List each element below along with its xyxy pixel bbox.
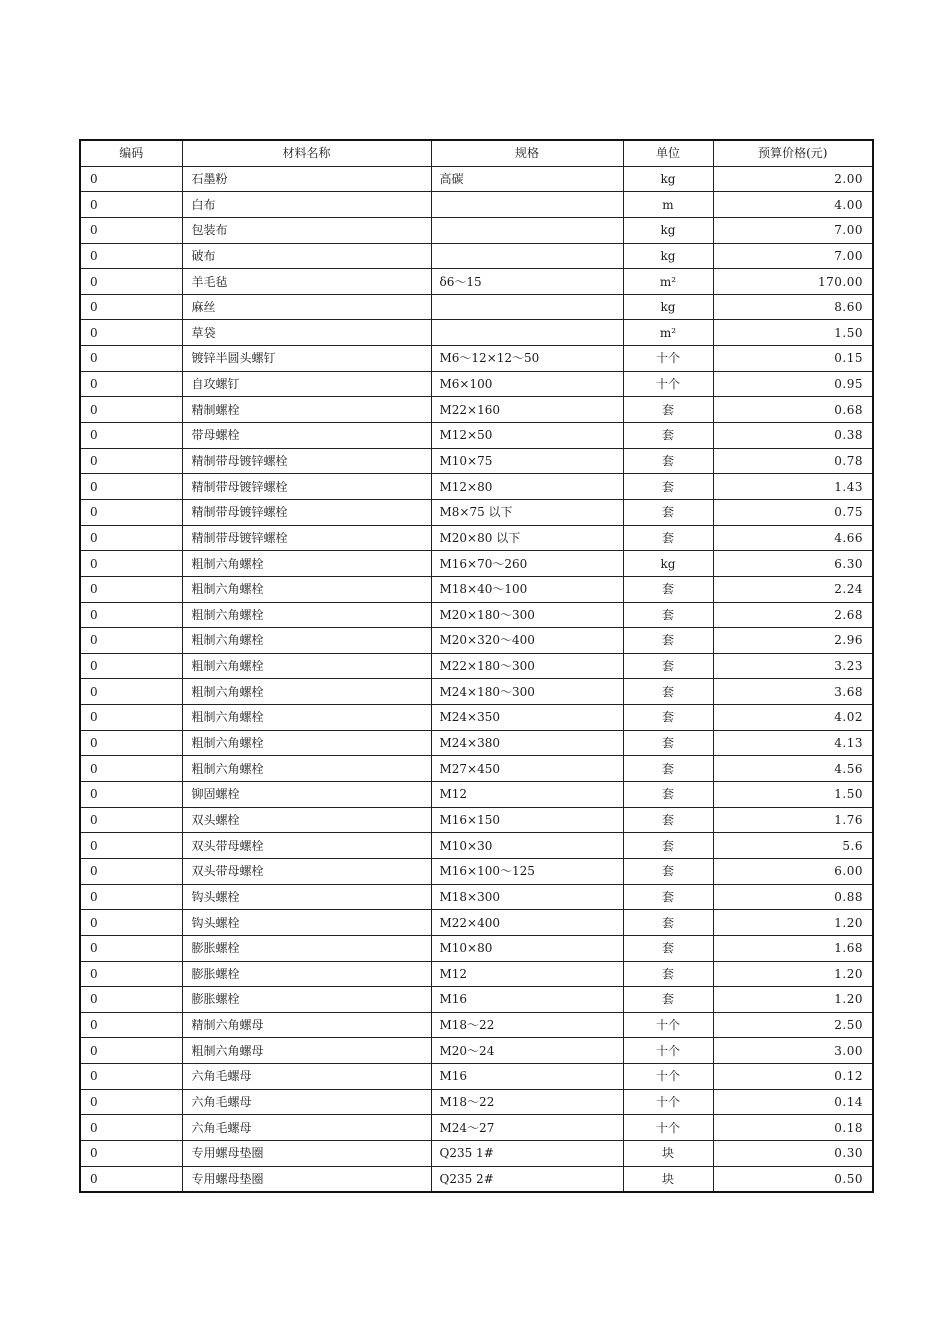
cell-unit: 十个 [623, 1038, 713, 1064]
cell-specification: M24×180～300 [431, 679, 623, 705]
cell-unit: 套 [623, 730, 713, 756]
cell-budget-price: 0.88 [713, 884, 873, 910]
cell-unit: 块 [623, 1140, 713, 1166]
cell-budget-price: 2.00 [713, 166, 873, 192]
cell-budget-price: 0.68 [713, 397, 873, 423]
cell-specification: M10×30 [431, 833, 623, 859]
cell-specification: M12×80 [431, 474, 623, 500]
cell-budget-price: 0.75 [713, 499, 873, 525]
cell-budget-price: 4.13 [713, 730, 873, 756]
cell-material-name: 膨胀螺栓 [182, 961, 431, 987]
cell-budget-price: 2.96 [713, 628, 873, 654]
cell-specification: M16 [431, 1064, 623, 1090]
cell-code: 0 [80, 243, 182, 269]
cell-material-name: 粗制六角螺栓 [182, 679, 431, 705]
table-row [80, 217, 873, 243]
cell-unit: 套 [623, 602, 713, 628]
cell-material-name: 包装布 [182, 217, 431, 243]
cell-material-name: 六角毛螺母 [182, 1089, 431, 1115]
cell-unit: 十个 [623, 1089, 713, 1115]
cell-code: 0 [80, 1089, 182, 1115]
table-row [80, 679, 873, 705]
cell-specification [431, 217, 623, 243]
cell-code: 0 [80, 910, 182, 936]
cell-budget-price: 1.20 [713, 910, 873, 936]
cell-material-name: 破布 [182, 243, 431, 269]
cell-material-name: 精制螺栓 [182, 397, 431, 423]
cell-code: 0 [80, 1140, 182, 1166]
table-row [80, 782, 873, 808]
cell-budget-price: 0.30 [713, 1140, 873, 1166]
cell-code: 0 [80, 961, 182, 987]
cell-material-name: 六角毛螺母 [182, 1064, 431, 1090]
table-row [80, 756, 873, 782]
table-row [80, 499, 873, 525]
cell-code: 0 [80, 1166, 182, 1192]
table-row [80, 448, 873, 474]
cell-code: 0 [80, 499, 182, 525]
cell-material-name: 双头螺栓 [182, 807, 431, 833]
cell-budget-price: 1.20 [713, 961, 873, 987]
cell-material-name: 粗制六角螺母 [182, 1038, 431, 1064]
cell-specification [431, 294, 623, 320]
cell-specification: Q235 1# [431, 1140, 623, 1166]
cell-specification [431, 243, 623, 269]
cell-specification: M6×100 [431, 371, 623, 397]
cell-budget-price: 1.50 [713, 782, 873, 808]
cell-budget-price: 2.24 [713, 576, 873, 602]
cell-unit: 套 [623, 961, 713, 987]
cell-specification [431, 192, 623, 218]
cell-code: 0 [80, 730, 182, 756]
cell-budget-price: 4.02 [713, 705, 873, 731]
cell-specification: M20～24 [431, 1038, 623, 1064]
table-row [80, 884, 873, 910]
cell-code: 0 [80, 705, 182, 731]
cell-budget-price: 1.43 [713, 474, 873, 500]
cell-budget-price: 3.68 [713, 679, 873, 705]
cell-budget-price: 1.50 [713, 320, 873, 346]
cell-unit: kg [623, 217, 713, 243]
table-row [80, 858, 873, 884]
cell-unit: 套 [623, 782, 713, 808]
table-row [80, 346, 873, 372]
table-row [80, 1115, 873, 1141]
table-row [80, 833, 873, 859]
cell-code: 0 [80, 987, 182, 1013]
cell-specification: M24～27 [431, 1115, 623, 1141]
cell-material-name: 粗制六角螺栓 [182, 705, 431, 731]
table-row [80, 1166, 873, 1192]
cell-specification: M18×40～100 [431, 576, 623, 602]
table-row [80, 1038, 873, 1064]
cell-specification: M12×50 [431, 423, 623, 449]
cell-material-name: 粗制六角螺栓 [182, 576, 431, 602]
header-material-name: 材料名称 [182, 140, 431, 166]
header-specification: 规格 [431, 140, 623, 166]
cell-specification: M20×80 以下 [431, 525, 623, 551]
cell-specification: M16×150 [431, 807, 623, 833]
cell-specification: M10×75 [431, 448, 623, 474]
cell-unit: 套 [623, 628, 713, 654]
cell-budget-price: 7.00 [713, 217, 873, 243]
cell-code: 0 [80, 807, 182, 833]
table-row [80, 1012, 873, 1038]
materials-price-table [79, 139, 874, 1193]
cell-specification: M24×350 [431, 705, 623, 731]
cell-specification: M8×75 以下 [431, 499, 623, 525]
table-row [80, 243, 873, 269]
cell-code: 0 [80, 166, 182, 192]
cell-unit: m² [623, 269, 713, 295]
table-row [80, 730, 873, 756]
cell-code: 0 [80, 423, 182, 449]
cell-specification: M24×380 [431, 730, 623, 756]
table-row [80, 294, 873, 320]
cell-unit: m [623, 192, 713, 218]
cell-code: 0 [80, 192, 182, 218]
header-unit: 单位 [623, 140, 713, 166]
cell-budget-price: 4.00 [713, 192, 873, 218]
cell-code: 0 [80, 833, 182, 859]
table-row [80, 576, 873, 602]
cell-specification: Q235 2# [431, 1166, 623, 1192]
table-body [80, 166, 873, 1192]
cell-unit: 十个 [623, 346, 713, 372]
cell-unit: 十个 [623, 371, 713, 397]
cell-material-name: 粗制六角螺栓 [182, 756, 431, 782]
cell-unit: 套 [623, 756, 713, 782]
cell-material-name: 自攻螺钉 [182, 371, 431, 397]
cell-material-name: 粗制六角螺栓 [182, 602, 431, 628]
cell-budget-price: 0.18 [713, 1115, 873, 1141]
cell-budget-price: 0.38 [713, 423, 873, 449]
cell-unit: 套 [623, 474, 713, 500]
cell-specification: M18～22 [431, 1012, 623, 1038]
cell-material-name: 精制带母镀锌螺栓 [182, 474, 431, 500]
header-code: 编码 [80, 140, 182, 166]
cell-specification: M18～22 [431, 1089, 623, 1115]
table-row [80, 397, 873, 423]
cell-code: 0 [80, 474, 182, 500]
table-row [80, 628, 873, 654]
cell-code: 0 [80, 320, 182, 346]
cell-specification: M27×450 [431, 756, 623, 782]
cell-specification [431, 320, 623, 346]
cell-budget-price: 1.20 [713, 987, 873, 1013]
cell-material-name: 六角毛螺母 [182, 1115, 431, 1141]
cell-unit: 套 [623, 525, 713, 551]
cell-budget-price: 1.76 [713, 807, 873, 833]
cell-material-name: 铆固螺栓 [182, 782, 431, 808]
cell-budget-price: 0.95 [713, 371, 873, 397]
cell-material-name: 膨胀螺栓 [182, 935, 431, 961]
cell-specification: M20×180～300 [431, 602, 623, 628]
table-row [80, 1089, 873, 1115]
cell-unit: 套 [623, 935, 713, 961]
table-row [80, 166, 873, 192]
cell-unit: 套 [623, 499, 713, 525]
cell-budget-price: 2.68 [713, 602, 873, 628]
cell-material-name: 草袋 [182, 320, 431, 346]
cell-material-name: 麻丝 [182, 294, 431, 320]
cell-unit: 套 [623, 423, 713, 449]
cell-unit: 块 [623, 1166, 713, 1192]
cell-material-name: 膨胀螺栓 [182, 987, 431, 1013]
cell-unit: 十个 [623, 1115, 713, 1141]
cell-unit: kg [623, 294, 713, 320]
cell-budget-price: 5.6 [713, 833, 873, 859]
cell-material-name: 白布 [182, 192, 431, 218]
cell-material-name: 镀锌半圆头螺钉 [182, 346, 431, 372]
cell-unit: kg [623, 243, 713, 269]
cell-material-name: 粗制六角螺栓 [182, 628, 431, 654]
cell-unit: 套 [623, 807, 713, 833]
cell-budget-price: 2.50 [713, 1012, 873, 1038]
table-row [80, 551, 873, 577]
cell-budget-price: 170.00 [713, 269, 873, 295]
cell-budget-price: 0.14 [713, 1089, 873, 1115]
cell-material-name: 专用螺母垫圈 [182, 1140, 431, 1166]
cell-unit: 套 [623, 884, 713, 910]
cell-code: 0 [80, 756, 182, 782]
cell-budget-price: 0.78 [713, 448, 873, 474]
table-row [80, 1140, 873, 1166]
cell-code: 0 [80, 935, 182, 961]
cell-code: 0 [80, 269, 182, 295]
cell-code: 0 [80, 679, 182, 705]
header-budget-price: 预算价格(元) [713, 140, 873, 166]
cell-budget-price: 0.50 [713, 1166, 873, 1192]
cell-budget-price: 7.00 [713, 243, 873, 269]
table-row [80, 705, 873, 731]
table-row [80, 474, 873, 500]
cell-material-name: 精制带母镀锌螺栓 [182, 448, 431, 474]
cell-material-name: 粗制六角螺栓 [182, 551, 431, 577]
cell-material-name: 精制带母镀锌螺栓 [182, 499, 431, 525]
cell-unit: 套 [623, 448, 713, 474]
cell-code: 0 [80, 1038, 182, 1064]
cell-code: 0 [80, 576, 182, 602]
cell-specification: M6～12×12～50 [431, 346, 623, 372]
cell-material-name: 双头带母螺栓 [182, 833, 431, 859]
cell-specification: M18×300 [431, 884, 623, 910]
cell-specification: M12 [431, 961, 623, 987]
cell-code: 0 [80, 602, 182, 628]
cell-unit: 套 [623, 910, 713, 936]
cell-budget-price: 0.12 [713, 1064, 873, 1090]
cell-code: 0 [80, 1012, 182, 1038]
cell-specification: M22×160 [431, 397, 623, 423]
cell-code: 0 [80, 551, 182, 577]
table-row [80, 192, 873, 218]
cell-code: 0 [80, 525, 182, 551]
cell-specification: δ6～15 [431, 269, 623, 295]
cell-unit: 套 [623, 576, 713, 602]
cell-material-name: 粗制六角螺栓 [182, 730, 431, 756]
cell-code: 0 [80, 217, 182, 243]
table-row [80, 987, 873, 1013]
cell-material-name: 石墨粉 [182, 166, 431, 192]
cell-budget-price: 1.68 [713, 935, 873, 961]
cell-unit: 十个 [623, 1064, 713, 1090]
cell-unit: 套 [623, 987, 713, 1013]
cell-code: 0 [80, 346, 182, 372]
cell-code: 0 [80, 628, 182, 654]
cell-budget-price: 6.00 [713, 858, 873, 884]
cell-budget-price: 4.66 [713, 525, 873, 551]
cell-unit: kg [623, 166, 713, 192]
cell-material-name: 精制六角螺母 [182, 1012, 431, 1038]
cell-code: 0 [80, 884, 182, 910]
cell-code: 0 [80, 448, 182, 474]
cell-specification: M10×80 [431, 935, 623, 961]
cell-material-name: 双头带母螺栓 [182, 858, 431, 884]
table-row [80, 1064, 873, 1090]
cell-code: 0 [80, 397, 182, 423]
cell-material-name: 精制带母镀锌螺栓 [182, 525, 431, 551]
cell-specification: M12 [431, 782, 623, 808]
table-row [80, 935, 873, 961]
cell-unit: 套 [623, 397, 713, 423]
table-row [80, 807, 873, 833]
cell-unit: kg [623, 551, 713, 577]
table-row [80, 320, 873, 346]
cell-unit: m² [623, 320, 713, 346]
cell-material-name: 粗制六角螺栓 [182, 653, 431, 679]
cell-material-name: 羊毛毡 [182, 269, 431, 295]
cell-specification: M22×400 [431, 910, 623, 936]
cell-material-name: 带母螺栓 [182, 423, 431, 449]
cell-budget-price: 6.30 [713, 551, 873, 577]
cell-code: 0 [80, 294, 182, 320]
cell-specification: M16×70～260 [431, 551, 623, 577]
cell-code: 0 [80, 1064, 182, 1090]
cell-specification: M22×180～300 [431, 653, 623, 679]
table-row [80, 423, 873, 449]
cell-code: 0 [80, 782, 182, 808]
cell-budget-price: 3.23 [713, 653, 873, 679]
cell-material-name: 钩头螺栓 [182, 884, 431, 910]
cell-specification: M16×100～125 [431, 858, 623, 884]
cell-code: 0 [80, 653, 182, 679]
cell-specification: M20×320～400 [431, 628, 623, 654]
materials-price-table-container [79, 139, 872, 1193]
table-row [80, 269, 873, 295]
cell-budget-price: 3.00 [713, 1038, 873, 1064]
cell-unit: 套 [623, 679, 713, 705]
cell-code: 0 [80, 1115, 182, 1141]
cell-unit: 十个 [623, 1012, 713, 1038]
cell-code: 0 [80, 858, 182, 884]
cell-budget-price: 0.15 [713, 346, 873, 372]
table-row [80, 653, 873, 679]
cell-unit: 套 [623, 653, 713, 679]
cell-material-name: 专用螺母垫圈 [182, 1166, 431, 1192]
cell-specification: M16 [431, 987, 623, 1013]
cell-code: 0 [80, 371, 182, 397]
table-header-row [80, 140, 873, 166]
table-row [80, 602, 873, 628]
table-row [80, 371, 873, 397]
table-row [80, 525, 873, 551]
table-row [80, 910, 873, 936]
cell-material-name: 钩头螺栓 [182, 910, 431, 936]
cell-unit: 套 [623, 833, 713, 859]
cell-unit: 套 [623, 705, 713, 731]
cell-budget-price: 4.56 [713, 756, 873, 782]
cell-specification: 高碳 [431, 166, 623, 192]
table-row [80, 961, 873, 987]
cell-unit: 套 [623, 858, 713, 884]
cell-budget-price: 8.60 [713, 294, 873, 320]
